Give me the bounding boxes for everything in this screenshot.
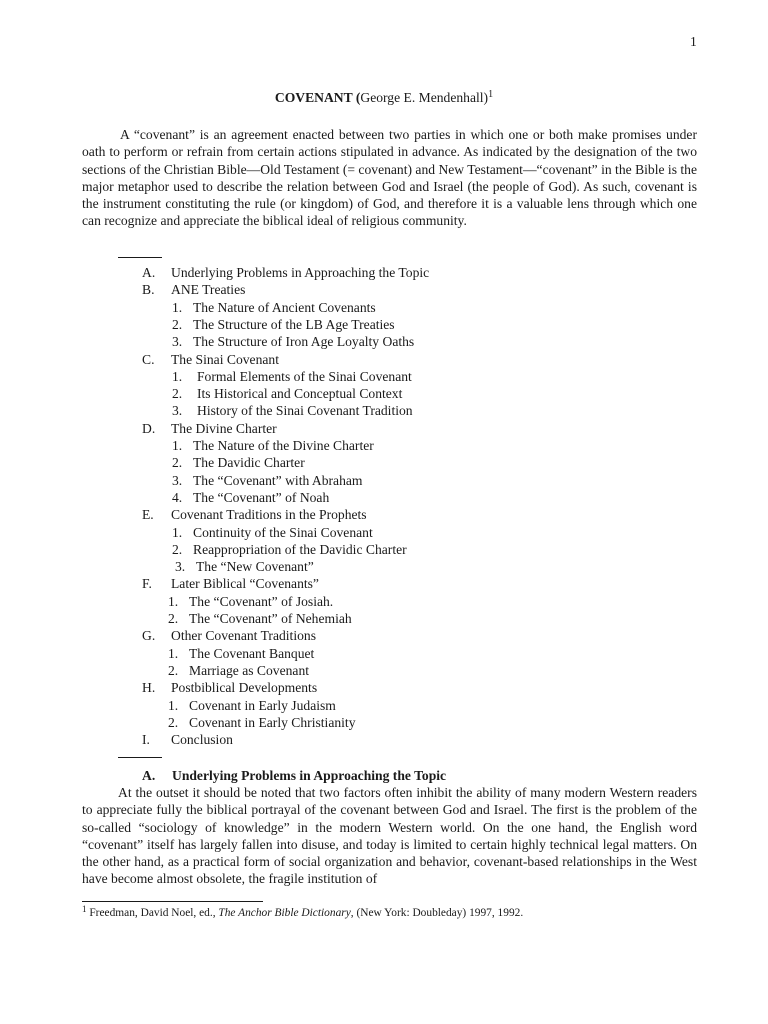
outline-text: Underlying Problems in Approaching the Topic: [171, 265, 430, 280]
outline-marker: G.: [142, 628, 156, 644]
outline-marker: H.: [142, 680, 156, 696]
outline-sub-marker: 2.: [172, 541, 183, 557]
outline-marker: C.: [142, 351, 155, 367]
outline-sub-marker: 1.: [172, 299, 183, 315]
outline-text: Covenant Traditions in the Prophets: [171, 507, 367, 523]
outline-sub-text: The “Covenant” of Josiah.: [189, 593, 334, 609]
outline-sub-text: The Structure of the LB Age Treaties: [193, 316, 395, 332]
intro-paragraph-text: A “covenant” is an agreement enacted between two parties in which one or both make promises under oath to perform or refrain from certain actions stipulated in advance. As indicated by the designation of the two sections of the Christian Bible—Old Testament (= covenant) and New Testament—“covenant” in the Bible is the major metaphor used to describe the relation between God and Israel (the people of God). As such, covenant is the instrument constituting the rule (or kingdom) of God, and therefore it is a valuable lens through which one can recognize and appreciate the biblical ideal of religious community.: [82, 127, 697, 229]
outline-sub-marker: 2.: [168, 662, 179, 678]
outline-sub-text: History of the Sinai Covenant Tradition: [197, 403, 413, 419]
footnote-number: 1: [82, 904, 87, 914]
outline-sub-marker: 1.: [168, 593, 179, 609]
outline-text: Conclusion: [171, 732, 233, 748]
outline-bottom-rule: [118, 757, 162, 758]
outline-sub-text: The “Covenant” of Noah: [193, 489, 330, 505]
outline-marker: D.: [142, 420, 156, 436]
outline-sub-marker: 3.: [172, 334, 183, 350]
section-a-marker: A.: [142, 768, 156, 783]
document-title: [0, 89, 768, 106]
outline-sub-marker: 3.: [172, 403, 183, 419]
outline-sub-text: Its Historical and Conceptual Context: [197, 386, 403, 402]
outline-sub-text: Reappropriation of the Davidic Charter: [193, 541, 407, 557]
outline-sub-text: Covenant in Early Christianity: [189, 714, 356, 730]
footnote-before-title: Freedman, David Noel, ed.,: [86, 907, 219, 919]
title-main: COVENANT (: [274, 90, 361, 105]
outline-sub-text: Formal Elements of the Sinai Covenant: [197, 368, 412, 384]
intro-paragraph: [82, 126, 697, 230]
section-a-paragraph: [82, 784, 697, 888]
outline-sub-marker: 1.: [168, 645, 179, 661]
outline-sub-text: The Nature of Ancient Covenants: [193, 299, 376, 315]
footnote-after-title: , (New York: Doubleday) 1997, 1992.: [350, 907, 524, 919]
outline-sub-marker: 1.: [172, 438, 183, 453]
outline-sub-marker: 3.: [175, 559, 186, 575]
outline-sub-text: The Structure of Iron Age Loyalty Oaths: [193, 334, 415, 350]
outline-top-rule: [118, 257, 162, 258]
footnote-book-title: The Anchor Bible Dictionary: [218, 907, 351, 919]
footnote-rule: [82, 901, 263, 902]
outline-text: The Divine Charter: [171, 420, 277, 436]
outline-sub-marker: 1.: [172, 524, 183, 540]
outline-sub-text: Covenant in Early Judaism: [189, 697, 336, 713]
section-a-title: Underlying Problems in Approaching the Topic: [172, 768, 447, 783]
outline-sub-marker: 2.: [172, 455, 183, 471]
outline-text: ANE Treaties: [171, 282, 246, 298]
outline-sub-text: The “Covenant” with Abraham: [193, 472, 363, 488]
outline-sub-marker: 1.: [168, 697, 179, 713]
outline-sub-text: The “New Covenant”: [196, 559, 314, 575]
outline-sub-marker: 2.: [172, 316, 183, 332]
outline-text: Postbiblical Developments: [171, 680, 318, 696]
outline-marker: E.: [142, 507, 154, 523]
section-a-paragraph-text: At the outset it should be noted that two factors often inhibit the ability of many modern Western readers to appreciate fully the biblical portrayal of the covenant between God and Israel. The first is the problem of the so-called “sociology of knowledge” in the modern Western world. On the one hand, the English word “covenant” itself has largely fallen into disuse, and today is limited to certain highly technical legal matters. On the other hand, as a practical form of social organization and behavior, covenant-based relationships in the West have become almost obsolete, the fragile institution of: [82, 785, 697, 887]
title-footnote-ref: 1: [488, 89, 494, 100]
outline-sub-marker: 2.: [168, 714, 179, 730]
outline-marker: I.: [142, 732, 150, 748]
outline-sub-text: Marriage as Covenant: [189, 662, 310, 678]
outline-text: Other Covenant Traditions: [171, 628, 316, 644]
page-number: 1: [690, 34, 697, 49]
outline-marker: B.: [142, 282, 155, 298]
outline-text: The Sinai Covenant: [171, 351, 279, 367]
outline-sub-marker: 4.: [172, 489, 183, 505]
footnote: [82, 906, 697, 920]
outline-marker: F.: [142, 576, 152, 592]
outline-sub-marker: 2.: [168, 611, 179, 626]
outline-sub-text: Continuity of the Sinai Covenant: [193, 524, 373, 540]
outline-sub-text: The Davidic Charter: [193, 455, 305, 471]
outline-marker: A.: [142, 265, 156, 280]
outline-sub-marker: 3.: [172, 472, 183, 488]
outline-text: Later Biblical “Covenants”: [171, 576, 319, 592]
title-author: George E. Mendenhall): [360, 90, 489, 105]
outline-sub-marker: 1.: [172, 368, 183, 384]
outline-sub-marker: 2.: [172, 386, 183, 402]
outline-sub-text: The Covenant Banquet: [189, 645, 315, 661]
outline-sub-text: The “Covenant” of Nehemiah: [189, 611, 352, 626]
outline-sub-text: The Nature of the Divine Charter: [193, 438, 374, 453]
